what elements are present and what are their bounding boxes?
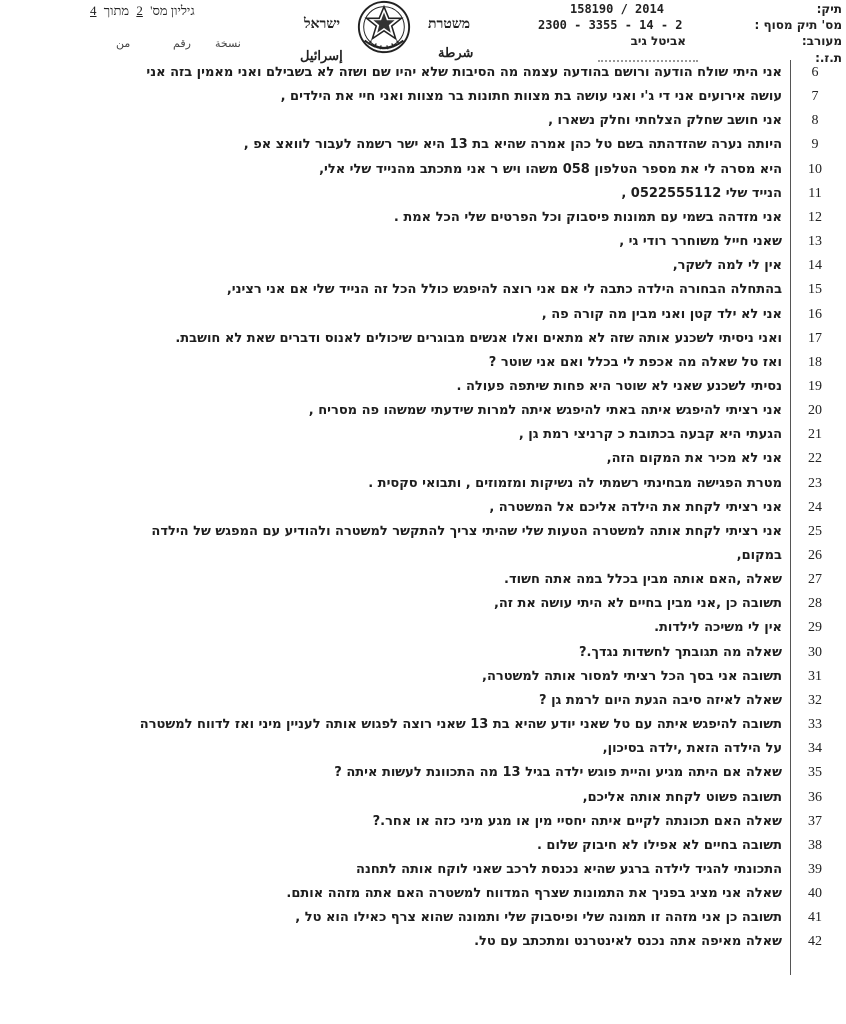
statement-line: אני רציתי לקחת אותה למשטרה הטעות שלי שהיתי צריך להתקשר למשטרה ולהודיע עם המפגש של הילדה <box>151 524 782 539</box>
line-number: 39 <box>808 862 822 877</box>
org-hebrew: משטרת <box>428 16 471 32</box>
line-number: 35 <box>808 765 822 780</box>
line-number: 31 <box>808 669 822 684</box>
statement-line: שאני חייל משוחרר רודי גי , <box>619 234 782 249</box>
arabic-from: من <box>116 37 131 50</box>
line-number: 12 <box>808 210 822 225</box>
line-number: 26 <box>808 548 822 563</box>
statement-line: שאלה ,האם אותה מבין בכלל במה אתה חשוד. <box>504 572 782 587</box>
line-number: 18 <box>808 355 822 370</box>
statement-line: תשובה בחיים לא אפילו לא חיבוק שלום . <box>536 838 782 853</box>
statement-line: אני רציתי להיפגש איתה באתי להיפגש איתה למרות שידעתי שמשהו פה מסריח , <box>308 403 782 418</box>
statement-line: אני לא מכיר את המקום הזה, <box>606 451 782 466</box>
statement-line: אני היתי שולח הודעה ורושם בהודעה עצמה מה הסיבות שלא יהיו שם ושזה לא בשבילם ואני מאמין בזה אני <box>146 65 782 80</box>
line-number: 8 <box>811 113 819 128</box>
statement-line: מטרת הפגישה מבחינתי רשמתי לה נשיקות ומזמוזים , ותבואי סקסית . <box>368 476 782 491</box>
involved-value: אביטל גיב <box>630 34 686 48</box>
police-emblem-icon <box>355 0 413 56</box>
extra-file-value: 2300 - 3355 - 14 - 2 <box>538 18 683 32</box>
statement-line: הגעתי היא קבעה בכתובת כ קרניצי רמת גן , <box>518 427 782 442</box>
line-number: 40 <box>808 886 822 901</box>
line-number: 7 <box>811 89 819 104</box>
line-number: 28 <box>808 596 822 611</box>
line-number: 36 <box>808 790 822 805</box>
case-value: 158190 / 2014 <box>570 2 664 16</box>
line-number: 15 <box>808 282 822 297</box>
statement-line: שאלה האם תכונתה לקיים איתה יחסיי מין או מגע מיני כזה או אחר.? <box>372 814 782 829</box>
line-number: 34 <box>808 741 822 756</box>
line-number: 25 <box>808 524 822 539</box>
statement-line: תשובה אני בסך הכל רציתי למסור אותה למשטרה, <box>482 669 782 684</box>
line-number: 32 <box>808 693 822 708</box>
arabic-number: رقم <box>173 37 191 50</box>
line-number: 20 <box>808 403 822 418</box>
extra-file-label: מס' תיק מסוף : <box>754 18 842 32</box>
sheet-info <box>86 3 195 19</box>
statement-line: תשובה פשוט לקחת אותה אליכם, <box>582 790 782 805</box>
case-label: תיק: <box>816 2 842 16</box>
statement-line: אני לא ילד קטן ואני מבין מה קורה פה , <box>541 307 782 322</box>
sheet-total: 4 <box>90 3 97 18</box>
statement-line: בהתחלה הבחורה הילדה כתבה לי אם אני רוצה להיפגש כולל הכל זה הנייד שלי אם אני רציני, <box>226 282 782 297</box>
involved-label: מעורב: <box>801 34 842 48</box>
country-hebrew: ישראל <box>304 16 340 32</box>
statement-line: עושה אירועים אני די ג'י ואני עושה בת מצוות חתונות בר מצוות ואני חיי את הילדים , <box>280 89 782 104</box>
line-number: 13 <box>808 234 822 249</box>
statement-line: ואז טל שאלה מה אכפת לי בכלל ואם אני שוטר ? <box>488 355 782 370</box>
line-number: 23 <box>808 476 822 491</box>
involved-value-row <box>631 30 686 49</box>
line-number: 27 <box>808 572 822 587</box>
statement-line: במקום, <box>736 548 782 563</box>
statement-line: תשובה כן ,אני מבין בחיים לא היתי עושה את זה, <box>493 596 782 611</box>
line-number: 22 <box>808 451 822 466</box>
line-number: 17 <box>808 331 822 346</box>
sheet-number: 2 <box>136 3 143 18</box>
sheet-of-label: מתוך <box>103 3 130 18</box>
statement-line: היותה נערה שהזדהתה בשם טל כהן אמרה שהיא בת 13 היא ישר רשמה לעבור לוואצ אפ , <box>243 137 782 152</box>
id-label: ת.ז.: <box>815 51 842 65</box>
sheet-label: גיליון מס' <box>150 3 195 18</box>
line-number: 42 <box>808 934 822 949</box>
line-number: 16 <box>808 307 822 322</box>
line-number: 37 <box>808 814 822 829</box>
line-number: 29 <box>808 620 822 635</box>
statement-line: על הילדה הזאת ,ילדה בסיכון, <box>602 741 782 756</box>
line-number: 33 <box>808 717 822 732</box>
statement-line: התכונתי להגיד לילדה ברגע שהיא נכנסת לרכב שאני לוקח אותה לתחנה <box>356 862 782 877</box>
statement-line: אני חושב שחלק הצלחתי וחלק נשארו , <box>548 113 782 128</box>
statement-line: שאלה מה תגובתך לחשדות נגדך.? <box>579 645 782 660</box>
statement-line: תשובה להיפגש איתה עם טל שאני יודע שהיא בת 13 שאני רוצה לפגוש אותה לעניין מיני ואז לדווח למשטרה <box>139 717 782 732</box>
country-arabic: إسرائيل <box>300 49 343 64</box>
statement-line: תשובה כן אני מזהה זו תמונה שלי ופיסבוק שלי ותמונה שהוא צרף כאילו הוא טל , <box>295 910 782 925</box>
statement-line: שאלה מאיפה אתה נכנס לאינטרנט ומתכתב עם טל. <box>474 934 782 949</box>
statement-line: אין לי משיכה לילדות. <box>654 620 782 635</box>
line-number-divider <box>790 60 791 975</box>
org-arabic: شرطة <box>438 46 474 61</box>
line-number: 14 <box>808 258 822 273</box>
statement-line: אני מזדהה בשמי עם תמונות פיסבוק וכל הפרטים שלי הכל אמת . <box>393 210 782 225</box>
line-number: 21 <box>808 427 822 442</box>
statement-line: היא מסרה לי את מספר הטלפון 058 משהו ויש ר אני מתכתב מהנייד שלי אלי, <box>319 162 782 177</box>
line-number: 30 <box>808 645 822 660</box>
line-number: 24 <box>808 500 822 515</box>
line-number: 11 <box>808 186 822 201</box>
statement-line: ואני ניסיתי לשכנע אותה שזה לא מתאים ואלו אנשים מבוגרים שיכולים לאנוס ודברים שאת לא חושבת. <box>175 331 782 346</box>
statement-line: הנייד שלי 0522555112 , <box>621 186 782 201</box>
line-number: 6 <box>811 65 819 80</box>
statement-line: שאלה לאיזה סיבה הגעת היום לרמת גן ? <box>539 693 782 708</box>
line-number: 19 <box>808 379 822 394</box>
statement-line: שאלה אם היתה מגיע והיית פוגש ילדה בגיל 13 מה התכוונת לעשות איתה ? <box>334 765 782 780</box>
line-number: 38 <box>808 838 822 853</box>
statement-line: אני רציתי לקחת את הילדה אליכם אל המשטרה , <box>489 500 782 515</box>
statement-line: שאלה אני מציג בפניך את התמונות שצרף המדווח למשטרה האם אתה מזהה אותם. <box>286 886 782 901</box>
line-number: 41 <box>808 910 822 925</box>
arabic-copy: نسخة <box>215 37 241 50</box>
line-number: 9 <box>811 137 819 152</box>
statement-line: נסיתי לשכנע שאני לא שוטר היא פחות שיתפה פעולה . <box>456 379 782 394</box>
statement-line: אין לי למה לשקר, <box>672 258 782 273</box>
line-number: 10 <box>808 162 822 177</box>
